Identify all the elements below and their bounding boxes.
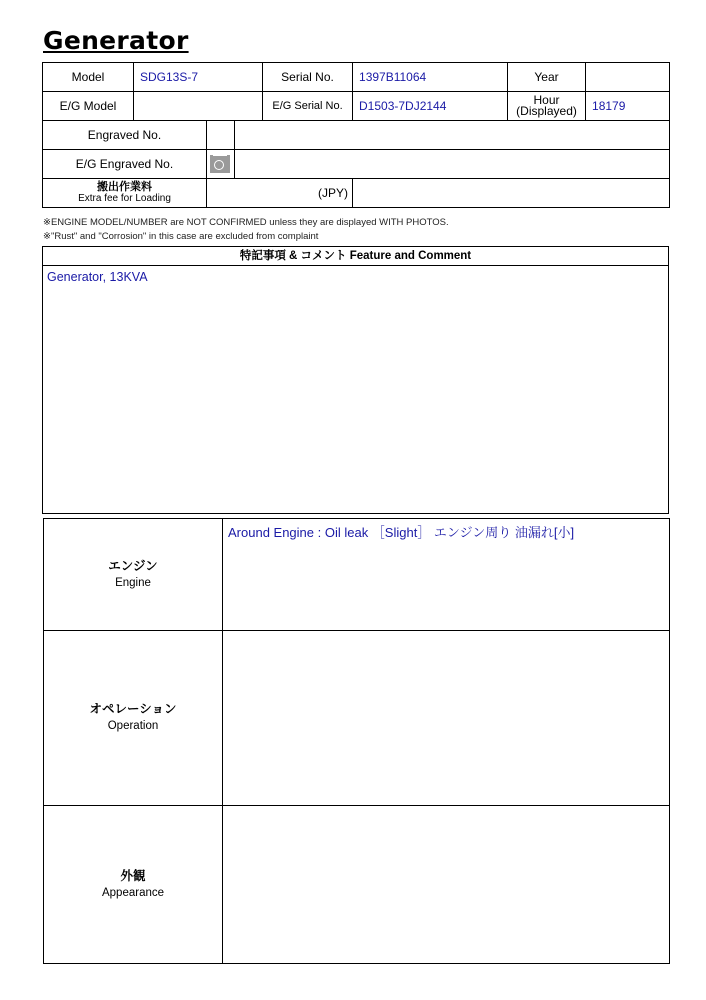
operation-label-en: Operation [107, 720, 159, 732]
engraved-value [235, 121, 670, 150]
fee-label-jp: 搬出作業料 [97, 181, 152, 193]
inspection-table [43, 518, 670, 964]
operation-label-jp: オペレーション [89, 702, 177, 716]
feature-comment-box [42, 246, 669, 514]
appearance-label [44, 806, 223, 964]
feature-header: 特記事項 & コメント Feature and Comment [43, 247, 668, 266]
eg-engraved-label: E/G Engraved No. [43, 150, 207, 179]
operation-text [223, 631, 670, 806]
hour-label-line1: Hour [533, 93, 560, 107]
engine-text: Around Engine : Oil leak ［Slight］ エンジン周り 油漏れ[小] [223, 519, 670, 631]
fee-label-en: Extra fee for Loading [78, 193, 171, 204]
hour-label [508, 92, 586, 121]
serial-label: Serial No. [263, 63, 353, 92]
eg-engraved-value [235, 150, 670, 179]
hour-label-line2: (Displayed) [516, 104, 577, 118]
eg-model-label: E/G Model [43, 92, 134, 121]
machine-info-table [42, 62, 670, 208]
fee-value [353, 179, 670, 208]
engraved-label: Engraved No. [43, 121, 207, 150]
eg-engraved-photo-cell [207, 150, 235, 179]
engine-label-en: Engine [115, 576, 151, 589]
serial-value: 1397B11064 [353, 63, 508, 92]
eg-serial-value: D1503-7DJ2144 [353, 92, 508, 121]
note-engine-confirm: ※ENGINE MODEL/NUMBER are NOT CONFIRMED unless they are displayed WITH PHOTOS. [43, 217, 449, 228]
fee-label [43, 179, 207, 208]
eg-model-value [134, 92, 263, 121]
engine-label-jp: エンジン [108, 558, 158, 573]
appearance-label-jp: 外観 [120, 868, 146, 883]
model-value: SDG13S-7 [134, 63, 263, 92]
year-label: Year [508, 63, 586, 92]
engine-label [44, 519, 223, 631]
note-rust: ※"Rust" and "Corrosion" in this case are excluded from complaint [43, 231, 319, 242]
year-value [586, 63, 670, 92]
eg-serial-label: E/G Serial No. [263, 92, 353, 121]
appearance-text [223, 806, 670, 964]
model-label: Model [43, 63, 134, 92]
hour-value: 18179 [586, 92, 670, 121]
page-title: Generator [43, 26, 189, 55]
engraved-photo-cell [207, 121, 235, 150]
appearance-label-en: Appearance [101, 886, 165, 899]
fee-unit: (JPY) [207, 179, 353, 208]
camera-icon[interactable] [210, 155, 230, 173]
operation-label [44, 631, 223, 806]
feature-text: Generator, 13KVA [47, 270, 148, 284]
